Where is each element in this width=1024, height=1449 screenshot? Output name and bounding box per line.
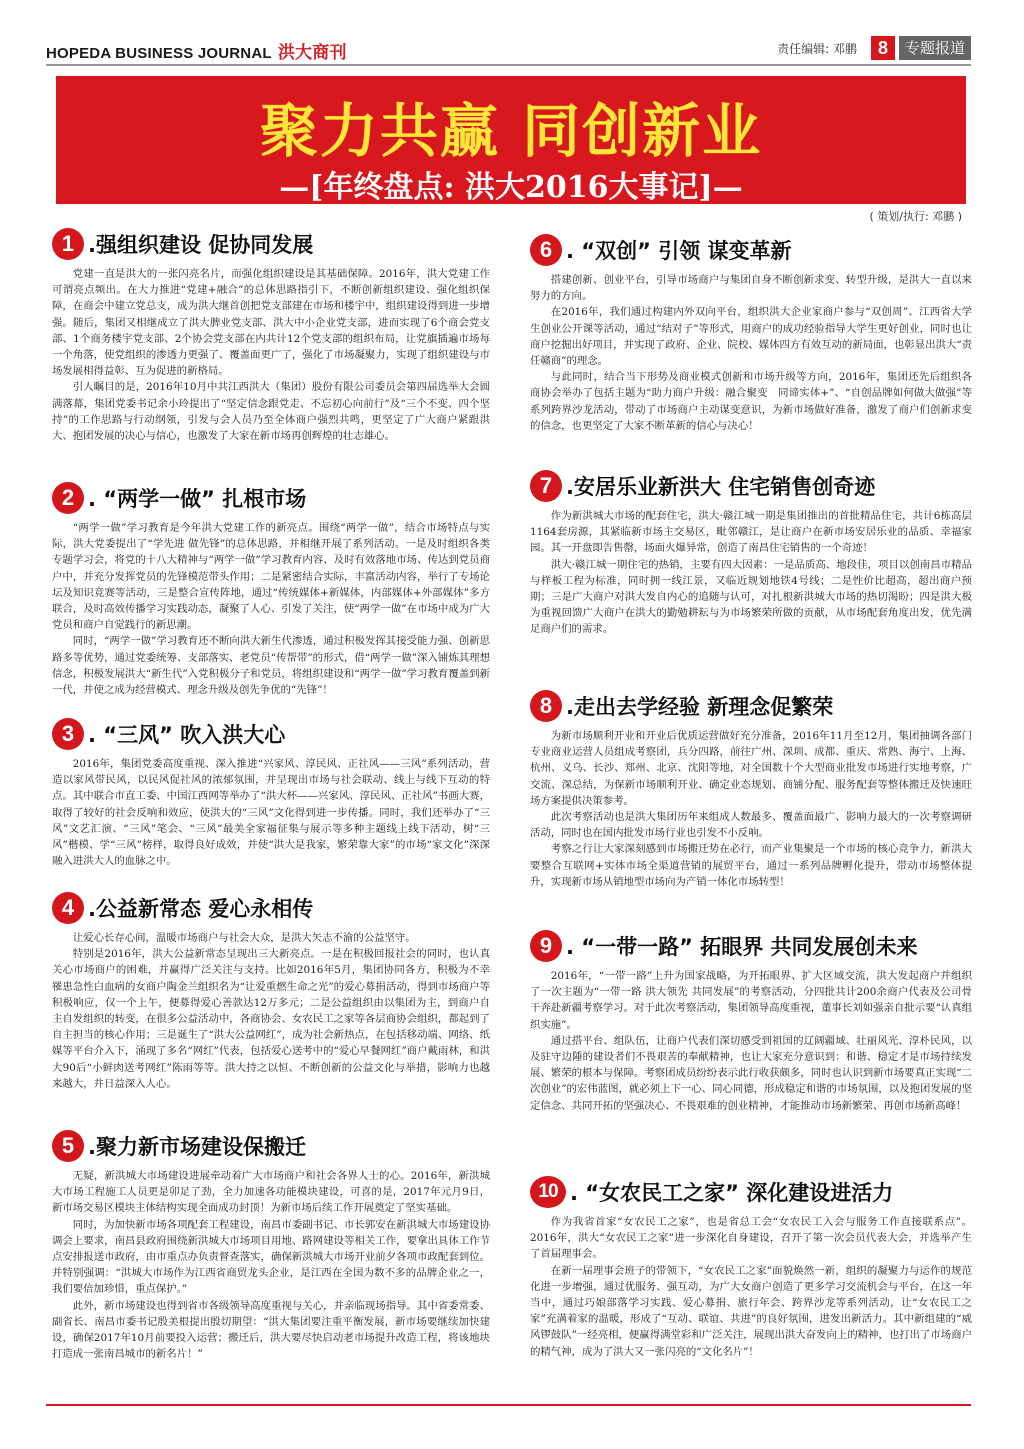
- article-body: [52, 930, 490, 1092]
- article-body: [530, 968, 972, 1114]
- article-9: [530, 928, 972, 1114]
- masthead-journal: [46, 38, 347, 63]
- paragraph: 搭建创新、创业平台，引导市场商户与集团自身不断创新求变、转型升级，是洪大一直以来努力的方向。: [530, 274, 972, 303]
- article-heading: [52, 226, 490, 262]
- paragraph: 同时，为加快新市场各项配套工程建设，南昌市委副书记、市长郭安在新洪城大市场建设协调会上要求，南昌县政府围绕新洪城大市场项目用地、路网建设等相关工作，要拿出具体工作节点安排报送市政府，由市重点办负责督查落实，确保新洪城大市场开业前夕各项市政配套到位。并特别强调：“洪城大市场作为江西省商贸龙头企业，是江西在全国为数不多的品牌企业之一，我们要倍加珍惜，重点保护。”: [52, 1218, 490, 1296]
- brand-logo: 洪大商刊: [277, 43, 347, 63]
- article-title: . “一带一路” 拓眼界 共同发展创未来: [566, 935, 918, 959]
- item-number-badge: 5: [52, 1130, 84, 1162]
- paragraph: 通过搭平台、组队伍，让商户代表们深切感受到祖国的辽阔疆域、壮丽风光、淳朴民风，以及驻守边陲的建设者们不畏艰苦的奉献精神，也让大家充分意识到：和谐、稳定才是市场持续发展、繁荣的根本与保障。考察团成员纷纷表示此行收获颇多，同时也认识到新市场要真正实现“二次创业”的宏伟蓝图，就必须上下一心、同心同德，形成稳定和谐的市场氛围，以及抱团发展的坚定信念、共同开拓的坚强决心、不畏艰难的创业精神，才能推动市场新繁荣、再创市场新高峰！: [530, 1034, 972, 1112]
- title-banner: [56, 76, 966, 204]
- article-heading: [530, 688, 972, 724]
- article-3: [52, 716, 490, 869]
- responsible-editor: 责任编辑: 邓鹏: [777, 41, 857, 56]
- article-10: [530, 1174, 972, 1360]
- paragraph: 特别是2016年，洪大公益新常态呈现出三大新亮点。一是在积极回报社会的同时，也认真关心市场商户的困难，并赢得广泛关注与支持。比如2016年5月，集团协同各方，积极为不幸罹患急性白血病的女商户陶金兰组织名为“让爱重燃生命之光”的爱心募捐活动，得到市场商户等积极响应，仅一个上午，便募得爱心善款达12万多元；二是公益组织由以集团为主，到商户自主自发组织的转变，在很多公益活动中，各商协会、女农民工之家等各层商协会组织，都起到了自主担当的核心作用；三是诞生了“洪大公益网红”，成为社会新热点，在包括移动端、网络、纸媒等平台介入下，涌现了多名“网红”代表，包括爱心送考中的“爱心早餐网红”商户戴雨林，和洪大90后“小鲜肉送考网红”陈雨等等。洪大持之以恒、不断创新的公益文化与举措，影响力也越来越大，并日益深入人心。: [52, 948, 490, 1090]
- article-title: .强组织建设 促协同发展: [88, 233, 314, 257]
- article-body: [52, 520, 490, 698]
- article-body: [52, 1168, 490, 1362]
- item-number-badge: 6: [530, 234, 562, 266]
- article-heading: [52, 716, 490, 752]
- item-number-badge: 2: [52, 482, 84, 514]
- journal-name: HOPEDA BUSINESS JOURNAL: [46, 45, 272, 62]
- article-heading: [530, 468, 972, 504]
- page-number: 8: [871, 36, 895, 60]
- paragraph: 为新市场顺利开业和开业后优质运营做好充分准备，2016年11月至12月，集团抽调各部门专业商业运营人员组成考察团，兵分四路，前往广州、深圳、成都、重庆、常熟、海宁、上海、杭州、义乌、长沙、郑州、北京、沈阳等地，对全国数十个大型商业批发市场进行实地考察，广交流、深总结，为保新市场顺利开业、确定业态规划、商铺分配、服务配套等整体搬迁及快速旺场方案提供决策参考。: [530, 730, 972, 807]
- article-body: [52, 266, 490, 444]
- paragraph: 与此同时，结合当下形势及商业模式创新和市场升级等方向，2016年，集团还先后组织各商协会举办了包括主题为“助力商户升级：融合聚变 同谛实体+”、“自创品牌如何做大做强”等系列跨界沙龙活动，带动了市场商户主动谋变意识，为新市场做好准备，激发了商户们创新求变的信念，也更坚定了大家不断革新的信心与决心！: [530, 371, 972, 432]
- paragraph: 党建一直是洪大的一张闪亮名片，而强化组织建设是其基础保障。2016年，洪大党建工作可谓亮点频出。在大力推进“党建+融合”的总体思路指引下，不断创新组织建设、强化组织保障，在商会中建立党总支，成为洪大继首创把党支部建在市场和楼宇中，组织建设得到进一步增强。随后，集团又相继成立了洪大脾业党支部、洪大中小企业党支部，进而实现了6个商会党支部、1个商务楼宇党支部、2个协会党支部在内共计12个党支部的组织布局，让党旗插遍市场每一个角落，使党组织的渗透力更强了、覆盖面更广了，强化了市场凝聚力，实现了组织建设与市场发展相得益彰、互为促进的新格局。: [52, 268, 490, 378]
- item-number-badge: 8: [530, 690, 562, 722]
- article-title: . “两学一做” 扎根市场: [88, 487, 307, 511]
- page-title: 聚力共赢 同创新业: [259, 97, 763, 165]
- article-2: [52, 480, 490, 698]
- item-number-badge: 9: [530, 930, 562, 962]
- masthead-info: [777, 36, 971, 60]
- item-number-badge: 3: [52, 718, 84, 750]
- paragraph: 此外，新市场建设也得到省市各级领导高度重视与关心，并亲临现场指导。其中省委常委、副省长、南昌市委书记殷美根提出殷切期望：“洪大集团要注重平衡发展，新市场要继续加快建设，确保2017年10月前要投入运营；搬迁后，洪大要尽快启动老市场提升改造工程，将该地块打造成一张南昌城市的新名片！”: [52, 1299, 490, 1361]
- article-body: [530, 728, 972, 890]
- article-title: .公益新常态 爱心永相传: [88, 897, 314, 921]
- paragraph: 在2016年，我们通过构建内外双向平台，组织洪大企业家商户参与“双创周”、江西省大学生创业公开课等活动，通过“结对子”等形式，用商户的成功经验指导大学生更好创业，同时也让商户挖掘出好项目，并实现了政府、企业、院校、媒体四方有效互动的新局面，也彰显出洪大“责任赣商”的理念。: [530, 306, 972, 368]
- page-subtitle: —[年终盘点: 洪大2016大事记]—: [279, 170, 743, 205]
- article-body: [530, 508, 972, 638]
- article-title: . “女农民工之家” 深化建设进活力: [570, 1181, 894, 1205]
- masthead-divider: [46, 64, 971, 66]
- article-heading: [530, 928, 972, 964]
- paragraph: 作为新洪城大市场的配套住宅，洪大·赣江城一期是集团推出的首批精品住宅，共计6栋高层1164套房源，其紧临新市场主交易区，毗邻赣江，是让商户在新市场安居乐业的品质、幸福家园。其一开盘即告售罄，场面火爆异常，创造了南昌住宅销售的一个奇迹！: [530, 510, 972, 555]
- article-heading: [530, 1174, 972, 1210]
- paragraph: 考察之行让大家深刻感到市场搬迁势在必行，而产业集聚是一个市场的核心竞争力，新洪大要整合互联网+实体市场全渠道营销的展贸平台，通过一系列品牌孵化提升，带动市场整体提升，实现新市场从销地型市场向为产销一体化市场转型！: [530, 843, 972, 888]
- paragraph: 作为我省首家“女农民工之家”，也是省总工会“女农民工入会与服务工作直接联系点”。2016年，洪大“女农民工之家”进一步深化自身建设，召开了第一次会员代表大会，并选举产生了首届理事会。: [530, 1216, 972, 1261]
- paragraph: 此次考察活动也是洪大集团历年来组成人数最多、覆盖面最广、影响力最大的一次考察调研活动，同时也在国内批发市场行业也引发不小反响。: [530, 811, 972, 840]
- paragraph: 2016年，“一带一路”上升为国家战略，为开拓眼界、扩大区域交流，洪大发起商户并组织了一次主题为“一带一路 洪大领先 共同发展”的考察活动，分四批共计200余商户代表及公司骨干奔赴新疆考察学习。对于此次考察活动，集团领导高度重视，董事长刘如强亲自批示要“认真组织实施”。: [530, 970, 972, 1031]
- article-heading: [52, 480, 490, 516]
- article-heading: [530, 232, 972, 268]
- article-title: . “三风” 吹入洪大心: [88, 723, 286, 747]
- paragraph: 同时，“两学一做”学习教育还不断向洪大新生代渗透，通过积极发挥其接受能力强、创新思路多等优势，通过党委统筹、支部落实、老党员“传帮带”的形式，借“两学一做”深入铺炼其理想信念，积极发展洪大“新生代”入党积极分子和党员，将组织建设和“两学一做”学习教育覆盖到新一代，并使之成为经营模式、理念升级及创先争优的“先锋”！: [52, 635, 490, 697]
- article-heading: [52, 890, 490, 926]
- paragraph: 让爱心长存心间，温暖市场商户与社会大众，是洪大矢志不渝的公益坚守。: [72, 932, 416, 944]
- article-7: [530, 468, 972, 638]
- paragraph: 在新一届理事会班子的带领下，“女农民工之家”面貌焕然一新，组织的凝聚力与运作的规范化进一步增强，通过优服务、强互动，为广大女商户创造了更多学习交流机会与平台，在这一年当中，通过巧娘部落学习实践、爱心募捐、旅行年会、跨界沙龙等系列活动，让“女农民工之家”充满着家的温暖，形成了“互动、联谊、共进”的良好氛围，进发出新活力。其中新组建的“威风锣鼓队”一经亮相，便赢得满堂彩和广泛关注，展现出洪大奋发向上的精神，也打出了市场商户的精气神，成为了洪大又一张闪亮的“文化名片”！: [530, 1264, 972, 1358]
- item-number-badge: 4: [52, 892, 84, 924]
- article-4: [52, 890, 490, 1092]
- paragraph: 引人瞩目的是，2016年10月中共江西洪大（集团）股份有限公司委员会第四届选举大会圆满落幕，集团党委书记余小玲提出了“坚定信念跟党走、不忘初心向前行”及“三个不变、四个坚持”的工作思路与行动纲领，引发与会人员乃至全体商户强烈共鸣，更坚定了广大商户紧跟洪大、抱团发展的决心与信心，也激发了大家在新市场再创辉煌的壮志雄心。: [52, 381, 490, 443]
- article-title: .安居乐业新洪大 住宅销售创奇迹: [566, 475, 876, 499]
- paragraph: “两学一做”学习教育是今年洪大党建工作的新亮点。围绕“两学一做”，结合市场特点与实际，洪大党委提出了“学先进 做先锋”的总体思路，并相继开展了系列活动。一是及时组织各类专题学习会，将党的十八大精神与“两学一做”学习教育内容、及时有效落地市场、传达到党员商户中，并充分发挥党员的先锋模范带头作用；二是紧密结合实际，丰富活动内容，举行了专场论坛及知识竞赛等活动，三是整合宣传阵地，通过“传统媒体+新媒体，内部媒体+外部媒体”多方联合，及时高效传播学习实践动态，凝聚了人心、引发了关注，使“两学一做”在市场中成为广大党员和商户自觉践行的新思潮。: [52, 522, 490, 632]
- article-heading: [52, 1128, 490, 1164]
- article-title: . “双创” 引领 谋变革新: [566, 239, 792, 263]
- article-title: .走出去学经验 新理念促繁荣: [566, 695, 834, 719]
- article-body: [530, 272, 972, 434]
- paragraph: 无疑，新洪城大市场建设进展牵动着广大市场商户和社会各界人士的心。2016年，新洪城大市场工程施工人员更是卯足了劲，全力加速各功能模块建设，可喜的是，2017年元月9日，新市场交易区模块主体结构实现全面成功封顶！为新市场后续工作开展奠定了坚实基础。: [52, 1170, 490, 1215]
- article-5: [52, 1128, 490, 1362]
- article-body: [52, 756, 490, 869]
- paragraph: 2016年，集团党委高度重视、深入推进“兴家风、淳民风、正社风——三风”系列活动，营造以家风带民风，以民风促社风的浓郁氛围，并呈现出市场与社会联动、线上与线下互动的特点。其中联合市直工委、中国江西网等举办了“洪大杯——兴家风、淳民风、正社风”书画大赛，取得了较好的社会反响和效应，使洪大的“三风”文化得到进一步传播。同时，我们还举办了“三风”文艺汇演、“三风”笔会、“三风”最美全家福征集与展示等多种主题线上线下活动，树“三风”楷模、学“三风”榜样，取得良好成效，并使“洪大是我家，繁荣靠大家”的市场“家文化”深深融入进洪大人的血脉之中。: [52, 758, 490, 868]
- article-6: [530, 232, 972, 434]
- article-8: [530, 688, 972, 890]
- article-body: [530, 1214, 972, 1360]
- paragraph: 洪大·赣江城一期住宅的热销，主要有四大因素：一是品质高、地段佳，项目以创南昌市精品与样板工程为标准，同时拥一线江景，又临近规划地铁4号线；二是性价比超高，超出商户预期；三是广大商户对洪大发自内心的追随与认可，对扎根新洪城大市场的热切渴盼；四是洪大极为重视回馈广大商户在洪大的勤勉耕耘与为市场繁荣所做的贡献，从市场配套角度出发，优先满足商户们的需求。: [530, 558, 972, 636]
- article-title: .聚力新市场建设保搬迁: [88, 1135, 306, 1159]
- planning-credit: ( 策划/执行: 邓鹏 ): [869, 210, 962, 223]
- section-label: 专题报道: [899, 36, 971, 60]
- footer-divider: [46, 1404, 971, 1406]
- masthead: [46, 36, 971, 64]
- item-number-badge: 1: [52, 228, 84, 260]
- item-number-badge: 7: [530, 470, 562, 502]
- item-number-badge: 10: [530, 1176, 566, 1208]
- article-1: [52, 226, 490, 444]
